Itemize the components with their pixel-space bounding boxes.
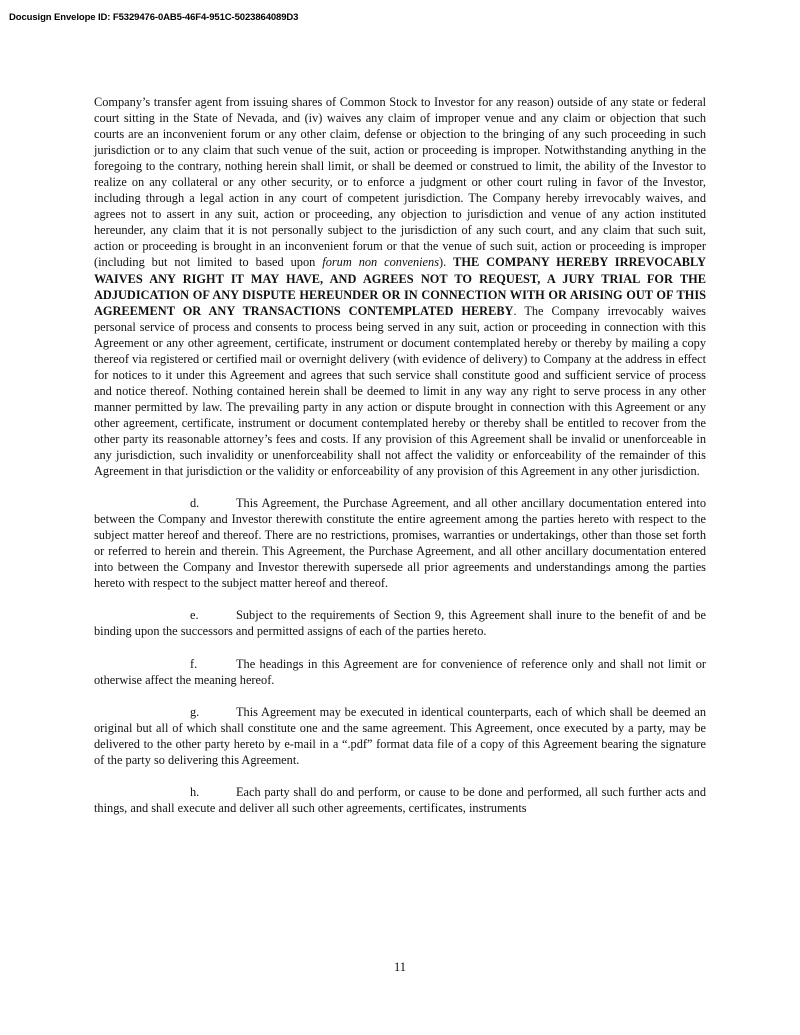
clause-d-text: This Agreement, the Purchase Agreement, and all other ancillary documentation entered into between the Company and Investor therewith constitute the entire agreement among the parties hereto with respect to the subject matter hereof and thereof. There are no restrictions, promises, warranties or undertakings, other than those set forth or referred to herein and therein. This Agreement, the Purchase Agreement, and all other ancillary documentation entered into between the Company and Investor therewith supersede all prior agreements and understandings among the parties hereto with respect to the subject matter hereof and thereof. (94, 496, 706, 591)
clause-f-label: f. (190, 656, 198, 671)
document-body (94, 94, 706, 832)
paragraph-jurisdiction-text: Company’s transfer agent from issuing shares of Common Stock to Investor for any reason) outside of any state or federal court sitting in the State of Nevada, and (iv) waives any claim of improper venue and any claim or objection that such courts are an inconvenient forum or any other claim, defense or objection to the bringing of any such proceeding in such jurisdiction or to any claim that such venue of the suit, action or proceeding is improper. Notwithstanding anything in the foregoing to the contrary, nothing herein shall limit, or shall be deemed or construed to limit, the ability of the Investor to realize on any collateral or any other security, or to enforce a judgment or other court ruling in favor of the Investor, including through a legal action in any court of competent jurisdiction. The Company hereby irrevocably waives, and agrees not to assert in any suit, action or proceeding, any objection to jurisdiction and venue of any action instituted hereunder, any claim that it is not personally subject to the jurisdiction of any such court, and any claim that such suit, action or proceeding is brought in an inconvenient forum or that the venue of such suit, action or proceeding is improper (including but not limited to based upon (94, 95, 706, 270)
clause-h (94, 784, 706, 816)
clause-e (94, 607, 706, 639)
clause-e-text: Subject to the requirements of Section 9, this Agreement shall inure to the benefit of and be binding upon the successors and permitted assigns of each of the parties hereto. (94, 608, 706, 639)
paragraph-jurisdiction-punct: ). (439, 255, 454, 270)
clause-f-text: The headings in this Agreement are for convenience of reference only and shall not limit or otherwise affect the meaning hereof. (94, 656, 706, 687)
jury-trial-waiver: THE COMPANY HEREBY IRREVOCABLY WAIVES ANY RIGHT IT MAY HAVE, AND AGREES NOT TO REQUEST, A JURY TRIAL FOR THE ADJUDICATION OF ANY DISPUTE HEREUNDER OR IN CONNECTION WITH OR ARISING OUT OF THIS AGREEMENT OR ANY TRANSACTIONS CONTEMPLATED HEREBY (94, 255, 706, 318)
clause-g (94, 704, 706, 768)
clause-g-text: This Agreement may be executed in identical counterparts, each of which shall be deemed an original but all of which shall constitute one and the same agreement. This Agreement, once executed by a party, may be delivered to the other party hereto by e-mail in a “.pdf” format data file of a copy of this Agreement bearing the signature of the party so delivering this Agreement. (94, 704, 706, 767)
clause-h-label: h. (190, 784, 200, 799)
page-number: 11 (393, 960, 407, 974)
clause-d-label: d. (190, 496, 200, 511)
forum-non-conveniens-term: forum non conveniens (322, 255, 439, 270)
paragraph-jurisdiction-text-continued: . The Company irrevocably waives personal service of process and consents to process being served in any suit, action or proceeding in connection with this Agreement or any other agreement, certificate, instrument or document contemplated hereby or thereby by mailing a copy thereof via registered or certified mail or overnight delivery (with evidence of delivery) to Company at the address in effect for notices to it under this Agreement and agrees that such service shall constitute good and sufficient service of process and notice thereof. Nothing contained herein shall be deemed to limit in any way any right to serve process in any other manner permitted by law. The prevailing party in any action or dispute brought in connection with this Agreement or any other agreement, certificate, instrument or document contemplated hereby or thereby shall be entitled to recover from the other party its reasonable attorney’s fees and costs. If any provision of this Agreement shall be invalid or unenforceable in any jurisdiction, such invalidity or unenforceability shall not affect the validity or enforceability of the remainder of this Agreement in that jurisdiction or the validity or enforceability of any provision of this Agreement in any other jurisdiction. (94, 303, 706, 479)
paragraph-jurisdiction (94, 94, 706, 479)
clause-d (94, 495, 706, 591)
clause-h-text: Each party shall do and perform, or cause to be done and performed, all such further acts and things, and shall execute and deliver all such other agreements, certificates, instruments (94, 784, 706, 815)
clause-e-label: e. (190, 608, 199, 623)
clause-g-label: g. (190, 704, 200, 719)
clause-f (94, 656, 706, 688)
docusign-envelope-id: Docusign Envelope ID: F5329476-0AB5-46F4-951C-5023864089D3 (9, 12, 299, 23)
